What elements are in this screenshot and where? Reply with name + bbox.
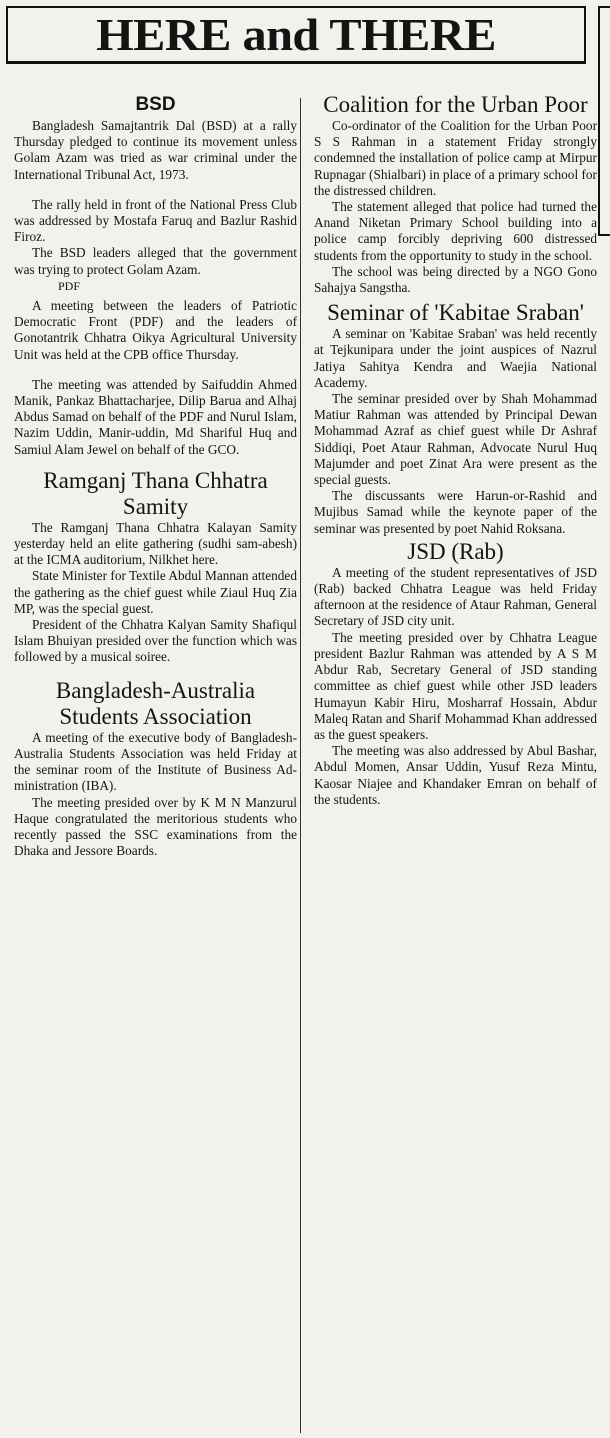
- article-paragraph: Bangladesh Samajtantrik Dal (BSD) at a rally Thursday pledged to continue its movement unless Golam Azam was tried as war criminal under the International Tribunal Act, 1973.: [14, 118, 297, 182]
- article-paragraph: The meeting was also addressed by Abul Bashar, Abdul Momen, Ansar Uddin, Yusuf Reza Mintu, Kaosar Niajee and Khandaker Emran on behalf of the students.: [314, 743, 597, 807]
- article-label: PDF: [58, 278, 81, 293]
- left-column: [14, 92, 297, 1436]
- article-heading: Seminar of 'Kabitae Sraban': [327, 300, 584, 326]
- adjacent-article-border: [598, 6, 610, 236]
- article-pdf: [14, 278, 297, 458]
- article-paragraph: State Minister for Textile Abdul Mannan attended the gathering as the chief guest while Ziaul Huq Zia MP, was the special guest.: [14, 568, 297, 616]
- article-paragraph: The meeting was attended by Saifuddin Ahmed Manik, Pankaz Bhattacharjee, Dilip Barua and Alhaj Abdus Samad on behalf of the PDF and Nurul Islam, Nazim Uddin, Manir-uddin, Md Shariful Huq and Samiul Alam Jewel on behalf of the GCO.: [14, 376, 297, 457]
- article-paragraph: A meeting between the leaders of Patriotic Democratic Front (PDF) and the leaders of Gonotantrik Chhatra Oikya Agricultural University Unit was held at the CPB office Thursday.: [14, 298, 297, 362]
- article-coalition: [314, 92, 597, 296]
- article-ramganj: [14, 468, 297, 666]
- article-paragraph: Co-ordinator of the Coalition for the Urban Poor S S Rahman in a statement Friday strongly condemned the installation of police camp at Mirpur Rupnagar (Shialbari) in place of a primary school for the distressed children.: [314, 118, 597, 198]
- page-title: HERE and THERE: [96, 9, 496, 60]
- article-paragraph: The discussants were Harun-or-Rashid and Mujibus Samad while the keynote paper of the seminar was presented by poet Nahid Roksana.: [314, 488, 597, 536]
- article-jsd: [314, 539, 597, 808]
- masthead: [6, 6, 586, 64]
- article-bsd: [14, 92, 297, 278]
- article-seminar: [314, 300, 597, 537]
- article-paragraph: The BSD leaders alleged that the government was trying to protect Golam Azam.: [14, 245, 297, 277]
- article-paragraph: A meeting of the executive body of Bangladesh-Australia Students Association was held Friday at the seminar room of the Institute of Business Ad-ministration (IBA).: [14, 729, 297, 794]
- article-paragraph: The statement alleged that police had turned the Anand Niketan Primary School building into a police camp forcibly depriving 600 distressed students from the opportunity to study in the school.: [314, 199, 597, 263]
- article-paragraph: A seminar on 'Kabitae Sraban' was held recently at Tejkunipara under the joint auspices of Nazrul Jatiya Sahitya Kendra and Waejia National Academy.: [314, 326, 597, 390]
- column-divider: [300, 98, 301, 1433]
- article-heading: BSD: [135, 94, 176, 115]
- article-heading: Coalition for the Urban Poor: [323, 92, 588, 117]
- right-column: [314, 92, 597, 1436]
- article-bangladesh-australia: [14, 678, 297, 860]
- article-paragraph: A meeting of the student representatives of JSD (Rab) backed Chhatra League was held Friday afternoon at the residence of Ataur Rahman, General Secretary of JSD city unit.: [314, 564, 597, 629]
- article-paragraph: The seminar presided over by Shah Mohammad Matiur Rahman was attended by Principal Dewan Mohammad Azraf as chief guest while Dr Ashraf Siddiqi, Poet Ataur Rahman, Advocate Nurul Huq Majumder and poet Zinat Ara were present as the special guests.: [314, 391, 597, 488]
- article-paragraph: The meeting presided over by Chhatra League president Bazlur Rahman was attended by A S M Abdur Rab, Secretary General of JSD standing committee as chief guest while other JSD leaders Humayun Kabir Hiru, Mosharraf Hossain, Abdur Maleq Ratan and Sharif Mohammad Khan addressed as the guest speakers.: [314, 629, 597, 742]
- article-heading: Bangladesh-Australia Students Association: [55, 677, 256, 729]
- article-paragraph: The school was being directed by a NGO Gono Sahajya Sangstha.: [314, 263, 597, 296]
- article-paragraph: President of the Chhatra Kalyan Samity Shafiqul Islam Bhuiyan presided over the function which was followed by a musical soiree.: [14, 617, 297, 665]
- article-paragraph: The Ramganj Thana Chhatra Kalayan Samity yesterday held an elite gathering (sudhi sam-abesh) at the ICMA auditorium, Nilkhet here.: [14, 519, 297, 568]
- article-paragraph: The rally held in front of the National Press Club was addressed by Mostafa Faruq and Bazlur Rashid Firoz.: [14, 196, 297, 245]
- article-paragraph: The meeting presided over by K M N Manzurul Haque congratulated the meritorious students who recently passed the SSC examinations from the Dhaka and Jessore Boards.: [14, 794, 297, 859]
- article-heading: Ramganj Thana Chhatra Samity: [43, 467, 268, 519]
- article-heading: JSD (Rab): [407, 538, 504, 564]
